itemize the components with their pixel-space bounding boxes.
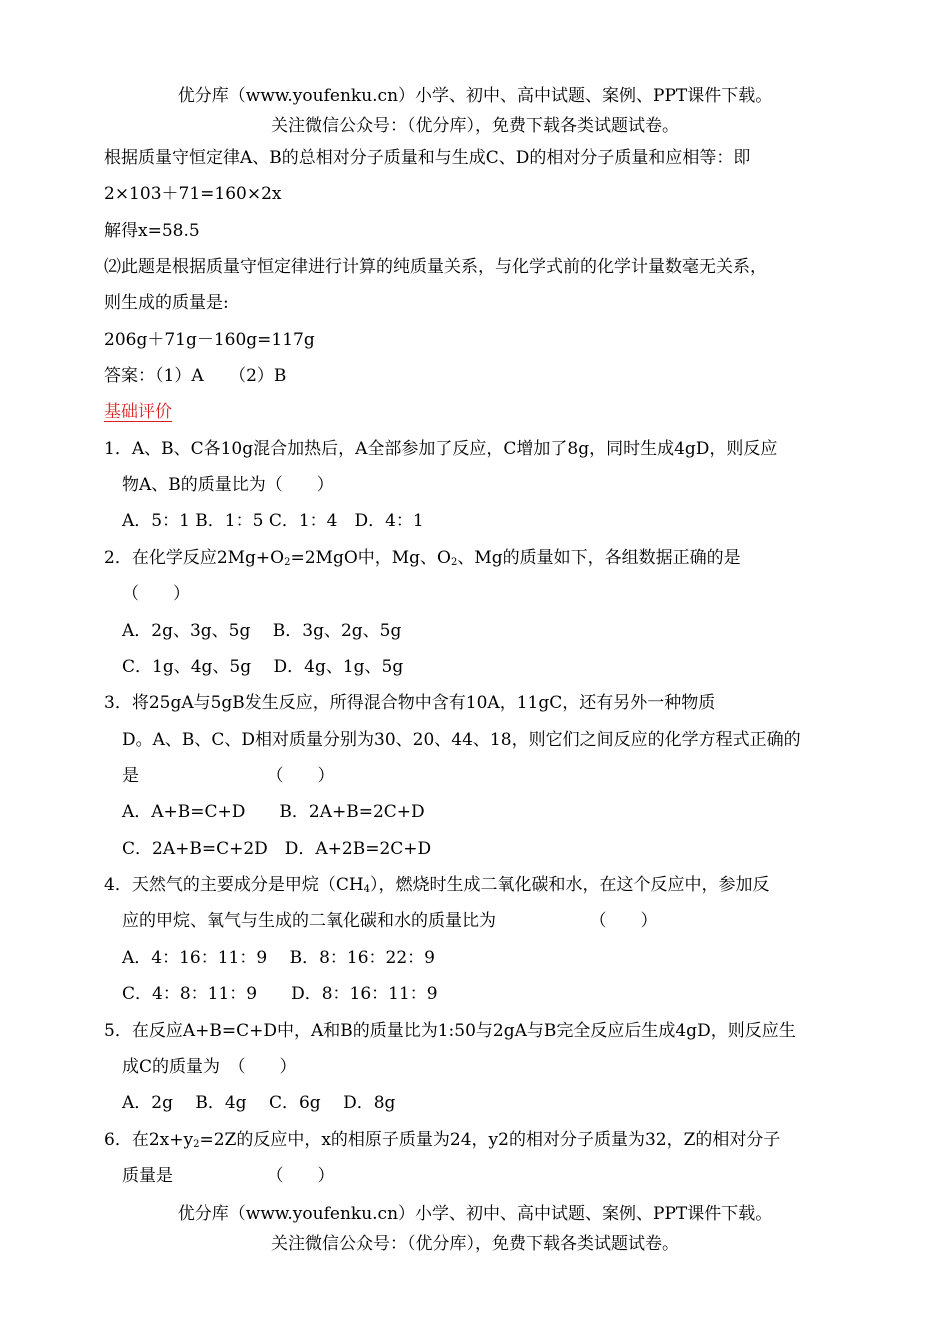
header-line-2: 关注微信公众号：（优分库），免费下载各类试题试卷。 — [271, 116, 679, 136]
q3-options-1: A．A+B=C+D B．2A+B=2C+D — [122, 802, 425, 822]
q3-line-1: 3．将25gA与5gB发生反应，所得混合物中含有10A，11gC，还有另外一种物质 — [104, 693, 716, 713]
solution-answer: 答案：（1）A （2）B — [104, 366, 287, 386]
q4-text-a: 4．天然气的主要成分是甲烷（CH — [104, 875, 364, 895]
q2-text-a: 2．在化学反应2Mg+O — [104, 548, 285, 568]
q3-options-2: C．2A+B=C+2D D．A+2B=2C+D — [122, 839, 432, 859]
q1-line-1: 1．A、B、C各10g混合加热后，A全部参加了反应，C增加了8g，同时生成4gD，则反应 — [104, 439, 778, 459]
q2-options-2: C．1g、4g、5g D．4g、1g、5g — [122, 657, 404, 677]
q2-line-2: （ ） — [122, 584, 190, 604]
footer-line-2: 关注微信公众号：（优分库），免费下载各类试题试卷。 — [271, 1234, 679, 1254]
q1-line-2: 物A、B的质量比为（ ） — [122, 475, 334, 495]
q5-line-2: 成C的质量为 （ ） — [122, 1057, 297, 1077]
solution-line-3: 解得x=58.5 — [104, 221, 200, 241]
q4-line-2: 应的甲烷、氧气与生成的二氧化碳和水的质量比为 （ ） — [122, 911, 658, 931]
q3-line-3: 是 （ ） — [122, 766, 335, 786]
q5-options: A．2g B．4g C．6g D．8g — [122, 1093, 396, 1113]
q5-line-1: 5．在反应A+B=C+D中，A和B的质量比为1:50与2gA与B完全反应后生成4gD，则反应生 — [104, 1021, 796, 1041]
q6-sub: 2 — [193, 1139, 200, 1150]
solution-line-2: 2×103＋71=160×2x — [104, 184, 282, 204]
q4-sub: 4 — [363, 884, 371, 895]
q4-text-b: ），燃烧时生成二氧化碳和水，在这个反应中，参加反 — [370, 875, 770, 895]
footer-line-1: 优分库（www.youfenku.cn）小学、初中、高中试题、案例、PPT课件下载。 — [177, 1204, 773, 1224]
q2-sub-a: 2 — [284, 557, 291, 568]
q6-text-a: 6．在2x+y — [104, 1130, 194, 1150]
solution-line-1: 根据质量守恒定律A、B的总相对分子质量和与生成C、D的相对分子质量和应相等：即 — [104, 148, 751, 168]
q1-options: A．5：1 B．1：5 C．1：4 D．4：1 — [122, 511, 424, 531]
solution-line-5: 则生成的质量是: — [104, 293, 229, 313]
q2-options-1: A．2g、3g、5g B．3g、2g、5g — [122, 621, 402, 641]
section-title: 基础评价 — [104, 402, 172, 422]
q2-text-c: 、Mg的质量如下，各组数据正确的是 — [457, 548, 741, 568]
solution-line-6: 206g＋71g－160g=117g — [104, 330, 315, 350]
solution-line-4: ⑵此题是根据质量守恒定律进行计算的纯质量关系，与化学式前的化学计量数毫无关系， — [104, 257, 767, 277]
q4-options-1: A．4：16：11：9 B．8：16：22：9 — [122, 948, 435, 968]
q2-text-b: =2MgO中，Mg、O — [290, 548, 451, 568]
q4-line-1 — [104, 873, 770, 897]
q2-sub-b: 2 — [451, 557, 458, 568]
q6-text-b: =2Z的反应中，x的相原子质量为24，y2的相对分子质量为32，Z的相对分子 — [199, 1130, 781, 1150]
q3-line-2: D。A、B、C、D相对质量分别为30、20、44、18，则它们之间反应的化学方程式正确的 — [122, 730, 801, 750]
header-line-1: 优分库（www.youfenku.cn）小学、初中、高中试题、案例、PPT课件下载。 — [177, 86, 773, 106]
q2-line-1 — [104, 546, 741, 570]
q6-line-1 — [104, 1128, 780, 1152]
q6-line-2: 质量是 （ ） — [122, 1166, 335, 1186]
q4-options-2: C．4：8：11：9 D．8：16：11：9 — [122, 984, 438, 1004]
